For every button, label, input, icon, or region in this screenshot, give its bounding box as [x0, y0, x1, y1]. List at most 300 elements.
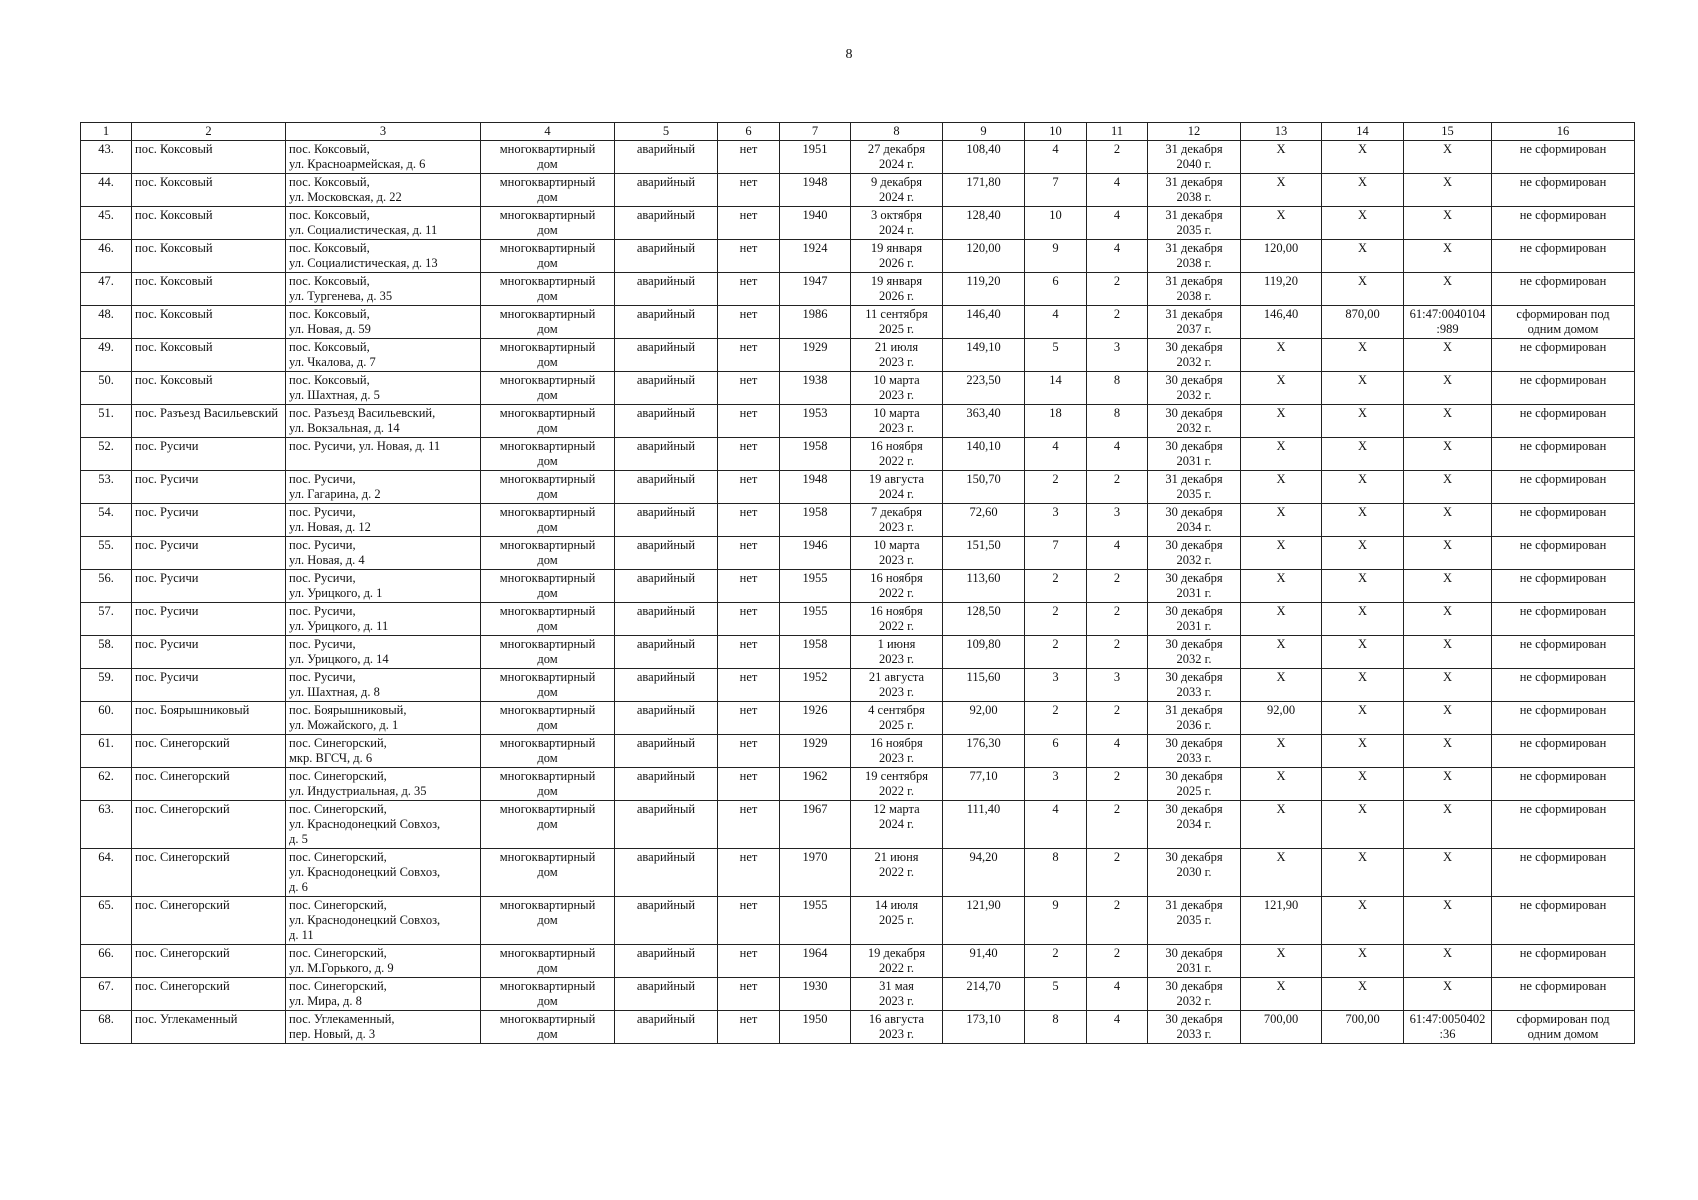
- cell-line: 31 декабря: [1165, 274, 1223, 288]
- cell-line: пос. Коксовый,: [289, 373, 370, 387]
- cell-plot-status: [1492, 471, 1635, 504]
- cell-land-area-value: 92,00: [1241, 702, 1322, 735]
- cell-condition-status: аварийный: [615, 1011, 718, 1044]
- column-header: 2: [132, 123, 286, 141]
- cell-settlement-name: пос. Русичи: [132, 570, 286, 603]
- cell-settlement-name: пос. Коксовый: [132, 339, 286, 372]
- cell-line: пос. Коксовый,: [289, 208, 370, 222]
- cell-line: дом: [537, 454, 558, 468]
- cell-recognition-date: [851, 174, 943, 207]
- cell-line: дом: [537, 913, 558, 927]
- cell-apartments-count: 4: [1087, 240, 1148, 273]
- cell-land-area-value: 146,40: [1241, 306, 1322, 339]
- cell-line: 3 октября: [871, 208, 922, 222]
- cell-line: 14 июля: [874, 898, 919, 912]
- cell-plot-area-value: Х: [1322, 471, 1404, 504]
- cell-line: 2024 г.: [879, 157, 914, 171]
- cell-flag-value: нет: [718, 504, 780, 537]
- cell-plot-area-value: Х: [1322, 438, 1404, 471]
- cell-line: Х: [1442, 946, 1453, 960]
- table-row: [81, 945, 1635, 978]
- cell-address: [286, 735, 481, 768]
- cell-line: не сформирован: [1519, 670, 1607, 684]
- table-row: [81, 978, 1635, 1011]
- cell-total-area: 72,60: [943, 504, 1025, 537]
- cell-recognition-date: [851, 978, 943, 1011]
- cell-total-area: 173,10: [943, 1011, 1025, 1044]
- cell-total-area: 94,20: [943, 849, 1025, 897]
- cell-line: пос. Синегорский,: [289, 946, 387, 960]
- cell-plot-area-value: Х: [1322, 405, 1404, 438]
- cell-flag-value: нет: [718, 240, 780, 273]
- cell-address: [286, 603, 481, 636]
- cell-row-number: 59.: [81, 669, 132, 702]
- cell-apartments-count: 3: [1087, 339, 1148, 372]
- cell-line: многоквартирный: [499, 538, 596, 552]
- cell-total-area: 121,90: [943, 897, 1025, 945]
- cell-line: 16 ноября: [870, 604, 923, 618]
- cell-line: 2032 г.: [1176, 652, 1212, 666]
- cell-row-number: 47.: [81, 273, 132, 306]
- cell-line: многоквартирный: [499, 604, 596, 618]
- cell-residents-count: 4: [1025, 141, 1087, 174]
- cell-flag-value: нет: [718, 636, 780, 669]
- cell-line: пос. Боярышниковый,: [289, 703, 407, 717]
- cell-row-number: 60.: [81, 702, 132, 735]
- cell-line: ул. Новая, д. 59: [289, 322, 371, 336]
- cell-line: ул. Можайского, д. 1: [289, 718, 399, 732]
- cell-building-type: [481, 849, 615, 897]
- cell-land-area-value: Х: [1241, 768, 1322, 801]
- cell-cadastral-number: [1404, 537, 1492, 570]
- cell-condition-status: аварийный: [615, 537, 718, 570]
- cell-line: многоквартирный: [499, 637, 596, 651]
- cell-plot-area-value: Х: [1322, 141, 1404, 174]
- cell-cadastral-number: [1404, 306, 1492, 339]
- cell-building-type: [481, 603, 615, 636]
- cell-line: дом: [537, 223, 558, 237]
- cell-line: д. 6: [289, 880, 308, 894]
- cell-build-year: 1967: [780, 801, 851, 849]
- cell-line: 61:47:0040104: [1409, 307, 1486, 321]
- cell-land-area-value: Х: [1241, 504, 1322, 537]
- cell-line: не сформирован: [1519, 472, 1607, 486]
- cell-line: пос. Русичи,: [289, 571, 356, 585]
- cell-recognition-date: [851, 702, 943, 735]
- cell-row-number: 54.: [81, 504, 132, 537]
- cell-plot-status: [1492, 849, 1635, 897]
- cell-build-year: 1962: [780, 768, 851, 801]
- cell-line: 30 декабря: [1165, 505, 1223, 519]
- cell-line: многоквартирный: [499, 979, 596, 993]
- cell-recognition-date: [851, 207, 943, 240]
- cell-line: пос. Углекаменный,: [289, 1012, 395, 1026]
- cell-line: Х: [1442, 703, 1453, 717]
- cell-condition-status: аварийный: [615, 945, 718, 978]
- cell-line: пос. Русичи,: [289, 472, 356, 486]
- cell-settlement-name: пос. Боярышниковый: [132, 702, 286, 735]
- cell-line: Х: [1442, 406, 1453, 420]
- cell-line: многоквартирный: [499, 406, 596, 420]
- cell-line: Х: [1442, 850, 1453, 864]
- cell-plot-status: [1492, 372, 1635, 405]
- cell-line: 30 декабря: [1165, 340, 1223, 354]
- cell-building-type: [481, 570, 615, 603]
- cell-line: не сформирован: [1519, 769, 1607, 783]
- cell-build-year: 1964: [780, 945, 851, 978]
- cell-apartments-count: 2: [1087, 636, 1148, 669]
- cell-land-area-value: Х: [1241, 801, 1322, 849]
- column-header: 10: [1025, 123, 1087, 141]
- cell-recognition-date: [851, 471, 943, 504]
- cell-line: ул. Чкалова, д. 7: [289, 355, 376, 369]
- cell-build-year: 1947: [780, 273, 851, 306]
- cell-total-area: 113,60: [943, 570, 1025, 603]
- cell-line: 2025 г.: [879, 322, 914, 336]
- cell-line: не сформирован: [1519, 505, 1607, 519]
- cell-line: Х: [1442, 571, 1453, 585]
- cell-line: 2038 г.: [1176, 289, 1212, 303]
- cell-cadastral-number: [1404, 801, 1492, 849]
- cell-total-area: 363,40: [943, 405, 1025, 438]
- cell-plot-status: [1492, 603, 1635, 636]
- cell-total-area: 120,00: [943, 240, 1025, 273]
- cell-line: многоквартирный: [499, 439, 596, 453]
- cell-resettlement-deadline: [1148, 801, 1241, 849]
- cell-build-year: 1948: [780, 471, 851, 504]
- cell-settlement-name: пос. Коксовый: [132, 273, 286, 306]
- cell-line: Х: [1442, 736, 1453, 750]
- cell-row-number: 55.: [81, 537, 132, 570]
- cell-plot-status: [1492, 273, 1635, 306]
- cell-line: пос. Синегорский,: [289, 898, 387, 912]
- cell-flag-value: нет: [718, 174, 780, 207]
- cell-cadastral-number: [1404, 603, 1492, 636]
- cell-line: ул. Социалистическая, д. 13: [289, 256, 438, 270]
- table-row: [81, 537, 1635, 570]
- table-body: [81, 123, 1635, 1044]
- cell-line: :989: [1436, 322, 1459, 336]
- cell-line: не сформирован: [1519, 274, 1607, 288]
- cell-building-type: [481, 897, 615, 945]
- cell-line: 2032 г.: [1176, 388, 1212, 402]
- cell-address: [286, 141, 481, 174]
- cell-line: дом: [537, 994, 558, 1008]
- cell-line: 30 декабря: [1165, 637, 1223, 651]
- cell-plot-area-value: Х: [1322, 570, 1404, 603]
- cell-land-area-value: Х: [1241, 603, 1322, 636]
- cell-plot-status: [1492, 537, 1635, 570]
- cell-line: 30 декабря: [1165, 979, 1223, 993]
- cell-settlement-name: пос. Коксовый: [132, 207, 286, 240]
- column-header: 13: [1241, 123, 1322, 141]
- cell-line: 2038 г.: [1176, 256, 1212, 270]
- cell-line: 21 августа: [868, 670, 925, 684]
- cell-condition-status: аварийный: [615, 768, 718, 801]
- column-header: 7: [780, 123, 851, 141]
- cell-plot-area-value: Х: [1322, 768, 1404, 801]
- cell-settlement-name: пос. Русичи: [132, 438, 286, 471]
- cell-line: 19 сентября: [865, 769, 928, 783]
- cell-line: 19 декабря: [867, 946, 926, 960]
- cell-line: дом: [537, 865, 558, 879]
- cell-line: дом: [537, 157, 558, 171]
- cell-flag-value: нет: [718, 801, 780, 849]
- cell-plot-area-value: Х: [1322, 372, 1404, 405]
- cell-total-area: 109,80: [943, 636, 1025, 669]
- cell-line: 2023 г.: [879, 520, 914, 534]
- cell-recognition-date: [851, 801, 943, 849]
- cell-plot-area-value: Х: [1322, 702, 1404, 735]
- cell-line: многоквартирный: [499, 802, 596, 816]
- cell-flag-value: нет: [718, 945, 780, 978]
- cell-row-number: 51.: [81, 405, 132, 438]
- cell-address: [286, 1011, 481, 1044]
- cell-row-number: 66.: [81, 945, 132, 978]
- cell-total-area: 128,40: [943, 207, 1025, 240]
- cell-line: 21 июня: [874, 850, 919, 864]
- table-row: [81, 570, 1635, 603]
- cell-line: 2031 г.: [1176, 586, 1212, 600]
- cell-plot-status: [1492, 438, 1635, 471]
- cell-condition-status: аварийный: [615, 603, 718, 636]
- cell-address: [286, 372, 481, 405]
- cell-flag-value: нет: [718, 702, 780, 735]
- cell-build-year: 1951: [780, 141, 851, 174]
- cell-line: 2026 г.: [879, 289, 914, 303]
- cell-flag-value: нет: [718, 849, 780, 897]
- cell-plot-area-value: Х: [1322, 735, 1404, 768]
- cell-residents-count: 2: [1025, 702, 1087, 735]
- cell-total-area: 171,80: [943, 174, 1025, 207]
- cell-residents-count: 3: [1025, 669, 1087, 702]
- cell-plot-area-value: 870,00: [1322, 306, 1404, 339]
- cell-line: 30 декабря: [1165, 946, 1223, 960]
- cell-recognition-date: [851, 636, 943, 669]
- cell-line: пос. Синегорский,: [289, 736, 387, 750]
- table-row: [81, 801, 1635, 849]
- cell-line: 2022 г.: [879, 619, 914, 633]
- cell-line: многоквартирный: [499, 850, 596, 864]
- cell-line: одним домом: [1527, 1027, 1599, 1041]
- cell-line: дом: [537, 784, 558, 798]
- cell-line: 2023 г.: [879, 355, 914, 369]
- cell-row-number: 62.: [81, 768, 132, 801]
- cell-recognition-date: [851, 372, 943, 405]
- cell-line: многоквартирный: [499, 571, 596, 585]
- cell-recognition-date: [851, 849, 943, 897]
- cell-build-year: 1986: [780, 306, 851, 339]
- cell-line: Х: [1442, 979, 1453, 993]
- cell-cadastral-number: [1404, 273, 1492, 306]
- cell-line: сформирован под: [1516, 307, 1610, 321]
- cell-land-area-value: Х: [1241, 735, 1322, 768]
- cell-recognition-date: [851, 669, 943, 702]
- cell-land-area-value: 700,00: [1241, 1011, 1322, 1044]
- cell-line: 10 марта: [873, 373, 920, 387]
- cell-line: 2023 г.: [879, 388, 914, 402]
- cell-line: Х: [1442, 340, 1453, 354]
- cell-row-number: 61.: [81, 735, 132, 768]
- cell-total-area: 111,40: [943, 801, 1025, 849]
- cell-recognition-date: [851, 141, 943, 174]
- cell-line: пос. Русичи,: [289, 604, 356, 618]
- cell-resettlement-deadline: [1148, 306, 1241, 339]
- cell-building-type: [481, 504, 615, 537]
- cell-line: дом: [537, 817, 558, 831]
- cell-line: одним домом: [1527, 322, 1599, 336]
- cell-resettlement-deadline: [1148, 570, 1241, 603]
- cell-cadastral-number: [1404, 978, 1492, 1011]
- cell-line: 30 декабря: [1165, 670, 1223, 684]
- cell-line: 2035 г.: [1176, 223, 1212, 237]
- cell-line: Х: [1442, 769, 1453, 783]
- cell-residents-count: 6: [1025, 735, 1087, 768]
- cell-line: 31 декабря: [1165, 175, 1223, 189]
- cell-line: 2025 г.: [879, 718, 914, 732]
- cell-total-area: 92,00: [943, 702, 1025, 735]
- cell-settlement-name: пос. Коксовый: [132, 240, 286, 273]
- cell-residents-count: 3: [1025, 768, 1087, 801]
- cell-line: 10 марта: [873, 406, 920, 420]
- cell-land-area-value: Х: [1241, 372, 1322, 405]
- cell-line: 2033 г.: [1176, 1027, 1212, 1041]
- cell-plot-area-value: Х: [1322, 669, 1404, 702]
- cell-address: [286, 207, 481, 240]
- cell-line: 2026 г.: [879, 256, 914, 270]
- table-row: [81, 504, 1635, 537]
- cell-resettlement-deadline: [1148, 339, 1241, 372]
- cell-line: не сформирован: [1519, 373, 1607, 387]
- cell-settlement-name: пос. Коксовый: [132, 372, 286, 405]
- cell-line: пос. Русичи,: [289, 538, 356, 552]
- cell-line: Х: [1442, 538, 1453, 552]
- cell-line: дом: [537, 289, 558, 303]
- cell-apartments-count: 4: [1087, 978, 1148, 1011]
- cell-resettlement-deadline: [1148, 537, 1241, 570]
- table-row: [81, 207, 1635, 240]
- cell-line: 2035 г.: [1176, 487, 1212, 501]
- cell-recognition-date: [851, 240, 943, 273]
- cell-line: 30 декабря: [1165, 802, 1223, 816]
- cell-total-area: 77,10: [943, 768, 1025, 801]
- cell-line: многоквартирный: [499, 274, 596, 288]
- cell-residents-count: 18: [1025, 405, 1087, 438]
- cell-plot-area-value: Х: [1322, 897, 1404, 945]
- cell-line: 7 декабря: [870, 505, 923, 519]
- cell-row-number: 57.: [81, 603, 132, 636]
- cell-condition-status: аварийный: [615, 306, 718, 339]
- cell-condition-status: аварийный: [615, 735, 718, 768]
- cell-line: дом: [537, 652, 558, 666]
- cell-building-type: [481, 801, 615, 849]
- cell-line: Х: [1442, 274, 1453, 288]
- cell-apartments-count: 2: [1087, 945, 1148, 978]
- cell-plot-area-value: Х: [1322, 273, 1404, 306]
- cell-settlement-name: пос. Синегорский: [132, 897, 286, 945]
- cell-flag-value: нет: [718, 438, 780, 471]
- cell-condition-status: аварийный: [615, 339, 718, 372]
- cell-line: многоквартирный: [499, 703, 596, 717]
- cell-plot-status: [1492, 504, 1635, 537]
- cell-condition-status: аварийный: [615, 978, 718, 1011]
- cell-land-area-value: Х: [1241, 339, 1322, 372]
- cell-building-type: [481, 240, 615, 273]
- cell-line: дом: [537, 685, 558, 699]
- cell-plot-area-value: Х: [1322, 636, 1404, 669]
- cell-flag-value: нет: [718, 273, 780, 306]
- cell-line: 2022 г.: [879, 586, 914, 600]
- cell-settlement-name: пос. Русичи: [132, 603, 286, 636]
- column-header: 12: [1148, 123, 1241, 141]
- cell-recognition-date: [851, 603, 943, 636]
- cell-line: многоквартирный: [499, 373, 596, 387]
- cell-line: ул. Красноармейская, д. 6: [289, 157, 426, 171]
- cell-line: ул. Московская, д. 22: [289, 190, 402, 204]
- cell-plot-area-value: 700,00: [1322, 1011, 1404, 1044]
- cell-cadastral-number: [1404, 438, 1492, 471]
- cell-line: многоквартирный: [499, 307, 596, 321]
- cell-line: 19 января: [870, 241, 923, 255]
- cell-recognition-date: [851, 438, 943, 471]
- cell-apartments-count: 3: [1087, 504, 1148, 537]
- table-row: [81, 849, 1635, 897]
- cell-recognition-date: [851, 405, 943, 438]
- cell-line: ул. Гагарина, д. 2: [289, 487, 381, 501]
- cell-plot-status: [1492, 306, 1635, 339]
- cell-line: 2023 г.: [879, 652, 914, 666]
- cell-apartments-count: 4: [1087, 1011, 1148, 1044]
- cell-row-number: 48.: [81, 306, 132, 339]
- cell-build-year: 1948: [780, 174, 851, 207]
- cell-row-number: 45.: [81, 207, 132, 240]
- cell-row-number: 43.: [81, 141, 132, 174]
- cell-line: ул. Краснодонецкий Совхоз,: [289, 865, 441, 879]
- cell-row-number: 53.: [81, 471, 132, 504]
- cell-line: пос. Синегорский,: [289, 802, 387, 816]
- cell-total-area: 151,50: [943, 537, 1025, 570]
- cell-line: не сформирован: [1519, 946, 1607, 960]
- cell-recognition-date: [851, 504, 943, 537]
- cell-row-number: 68.: [81, 1011, 132, 1044]
- cell-line: многоквартирный: [499, 472, 596, 486]
- cell-apartments-count: 4: [1087, 207, 1148, 240]
- cell-line: ул. Шахтная, д. 5: [289, 388, 380, 402]
- cell-recognition-date: [851, 735, 943, 768]
- cell-line: не сформирован: [1519, 802, 1607, 816]
- cell-resettlement-deadline: [1148, 978, 1241, 1011]
- cell-line: 2022 г.: [879, 961, 914, 975]
- cell-apartments-count: 2: [1087, 141, 1148, 174]
- cell-total-area: 128,50: [943, 603, 1025, 636]
- cell-plot-area-value: Х: [1322, 537, 1404, 570]
- cell-line: Х: [1442, 637, 1453, 651]
- cell-line: 2035 г.: [1176, 913, 1212, 927]
- cell-cadastral-number: [1404, 636, 1492, 669]
- cell-building-type: [481, 174, 615, 207]
- cell-building-type: [481, 207, 615, 240]
- cell-line: 2025 г.: [1176, 784, 1212, 798]
- cell-line: 30 декабря: [1165, 538, 1223, 552]
- cell-condition-status: аварийный: [615, 669, 718, 702]
- cell-line: не сформирован: [1519, 406, 1607, 420]
- cell-building-type: [481, 1011, 615, 1044]
- cell-line: 2033 г.: [1176, 751, 1212, 765]
- cell-flag-value: нет: [718, 207, 780, 240]
- cell-resettlement-deadline: [1148, 438, 1241, 471]
- cell-line: многоквартирный: [499, 898, 596, 912]
- cell-cadastral-number: [1404, 768, 1492, 801]
